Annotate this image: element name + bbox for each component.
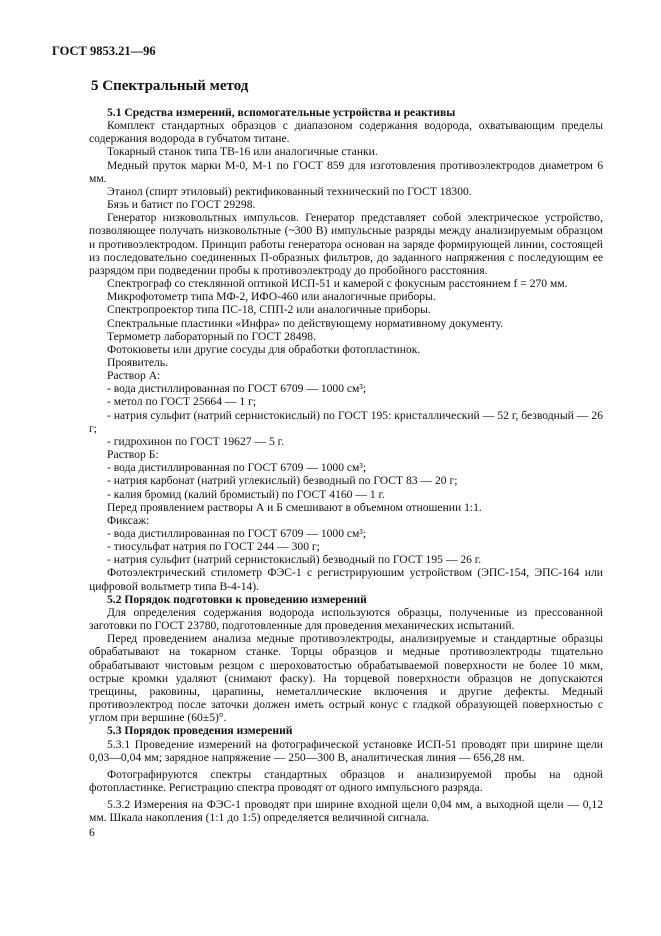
paragraph: Раствор Б:	[107, 448, 159, 462]
paragraph: Спектрограф со стеклянной оптикой ИСП-51 и камерой с фокусным расстоянием f = 270 мм.	[107, 277, 568, 291]
subsection-heading: 5.3 Порядок проведения измерений	[107, 724, 293, 738]
paragraph: - вода дистиллированная по ГОСТ 6709 — 1000 см³;	[107, 382, 367, 396]
paragraph: Бязь и батист по ГОСТ 29298.	[107, 198, 256, 212]
paragraph: Спектральные пластинки «Инфра» по действующему нормативному документу.	[107, 316, 504, 330]
paragraph: - вода дистиллированная по ГОСТ 6709 — 1000 см³;	[107, 527, 367, 540]
paragraph: - вода дистиллированная по ГОСТ 6709 — 1000 см³;	[107, 461, 367, 475]
page-number: 6	[89, 826, 95, 839]
paragraph: Фотоэлектрический стилометр ФЭС-1 с регистрируюшим устройством (ЭПС-154, ЭПС-164 или цифровой вольтметр типа В-4-14).	[89, 566, 603, 593]
paragraph: Комплект стандартных образцов с диапазоном содержания водорода, охватывающим пределы содержания водорода в губчатом титане.	[89, 119, 603, 146]
paragraph: Перед проявлением растворы А и Б смешивают в объемном отношении 1:1.	[107, 500, 482, 514]
paragraph: - тиосульфат натрия по ГОСТ 244 — 300 г;	[107, 540, 320, 554]
subsection-heading: 5.2 Порядок подготовки к проведению измерений	[107, 592, 367, 606]
paragraph: Генератор низковольтных импульсов. Генератор представляет собой электрическое устройство, позволяющее получать низковольтные (~300 В) импульсные разряды между анализируемым образцом и противоэлектродом. Принцип работы генератора основан на заряде формирующей линии, состоящей из последовательно соединенных П-образных фильтров, до заданного напряжения с последующим ее разрядом при подведении пробы к противоэлектроду до пробойного расстояния.	[89, 211, 603, 277]
paragraph: 5.3.2 Измерения на ФЭС-1 проводят при ширине входной щели 0,04 мм, а выходной щели — 0,12 мм. Шкала накопления (1:1 до 1:5) определяется величиной сигнала.	[89, 798, 603, 825]
paragraph: Раствор А:	[107, 369, 161, 383]
section-title: 5 Спектральный метод	[91, 78, 249, 94]
paragraph: - натрия сульфит (натрий сернистокислый) по ГОСТ 195: кристаллический — 52 г, безводный — 26 г;	[89, 408, 603, 435]
paragraph: - калия бромид (калий бромистый) по ГОСТ 4160 — 1 г.	[107, 487, 385, 501]
paragraph: Микрофотометр типа МФ-2, ИФО-460 или аналогичные приборы.	[107, 290, 436, 304]
document-body	[89, 106, 603, 824]
paragraph: 5.3.1 Проведение измерений на фотографической установке ИСП-51 проводят при ширине щели 0,03—0,04 мм; зарядное напряжение — 250—300 В, аналитическая линия — 656,28 нм.	[89, 737, 603, 764]
document-header: ГОСТ 9853.21—96	[52, 44, 156, 58]
paragraph: Для определения содержания водорода используются образцы, полученные из прессованной заготовки по ГОСТ 23780, подготовленные для проведения механических испытаний.	[89, 605, 603, 633]
paragraph: Токарный станок типа ТВ-16 или аналогичные станки.	[107, 145, 378, 159]
paragraph: - натрия сульфит (натрий сернистокислый) безводный по ГОСТ 195 — 26 г.	[107, 553, 482, 567]
paragraph: Проявитель.	[107, 355, 168, 369]
paragraph: - натрия карбонат (натрий углекислый) безводный по ГОСТ 83 — 20 г;	[107, 474, 458, 488]
paragraph: Термометр лабораторный по ГОСТ 28498.	[107, 329, 317, 343]
paragraph: Спектропроектор типа ПС-18, СПП-2 или аналогичные приборы.	[107, 303, 431, 317]
paragraph: Медный пруток марки М-0, М-1 по ГОСТ 859 для изготовления противоэлектродов диаметром 6 мм.	[89, 158, 603, 185]
paragraph: Этанол (спирт этиловый) ректификованный технический по ГОСТ 18300.	[107, 184, 472, 198]
paragraph: - гидрохинон по ГОСТ 19627 — 5 г.	[107, 434, 284, 448]
paragraph: Перед проведением анализа медные противоэлектроды, анализируемые и стандартные образцы обрабатывают на токарном станке. Торцы образцов и медные противоэлектроды тщательно обрабатывают чистовым резцом с шероховатостью обрабатываемой поверхности не более 10 мкм, острые кромки удаляют (снимают фаску). На торцевой поверхности образцов не допускаются трещины, раковины, царапины, неметаллические включения и другие дефекты. Медный противоэлектрод после заточки должен иметь острый конус с гладкой образующей поверхностью с углом при вершине (60±5)°.	[89, 632, 603, 725]
subsection-heading: 5.1 Средства измерений, вспомогательные устройства и реактивы	[107, 106, 456, 119]
paragraph: Фотокюветы или другие сосуды для обработки фотопластинок.	[107, 342, 421, 356]
paragraph: Фиксаж:	[107, 513, 150, 527]
paragraph: - метол по ГОСТ 25664 — 1 г;	[107, 395, 257, 409]
paragraph: Фотографируются спектры стандартных образцов и анализируемой пробы на одной фотопластинке. Регистрацию спектра проводят от одного импульсного разряда.	[89, 767, 603, 794]
